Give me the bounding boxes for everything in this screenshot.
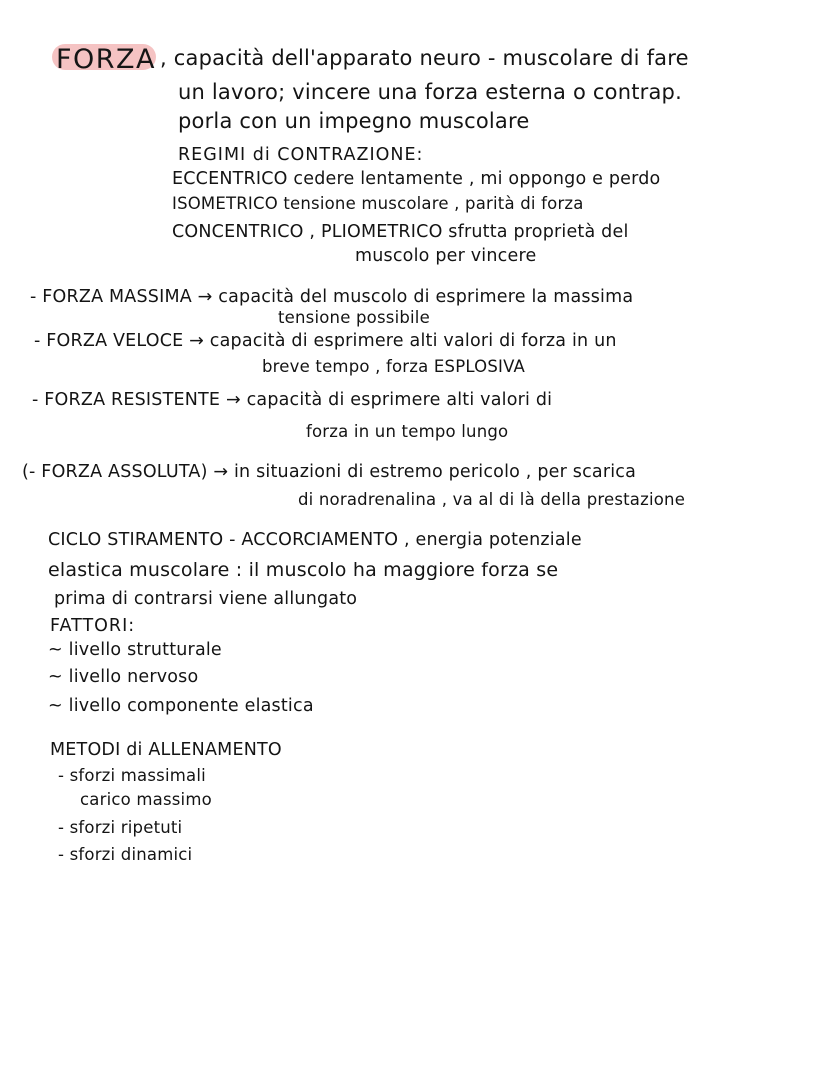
forza-assoluta-cont: di noradrenalina , va al di là della prestazione [298,490,686,509]
intro-line-2: un lavoro; vincere una forza esterna o contrap. [178,80,682,104]
regime-isometrico: ISOMETRICO tensione muscolare , parità di forza [172,194,584,213]
metodo-item: - sforzi dinamici [58,845,193,864]
forza-massima-cont: tensione possibile [278,308,430,327]
metodo-item: - sforzi ripetuti [58,818,183,837]
metodo-subitem: carico massimo [80,790,212,809]
ciclo-line-3: prima di contrarsi viene allungato [54,589,358,609]
regime-concentrico: CONCENTRICO , PLIOMETRICO sfrutta proprietà del [172,222,629,242]
page-title: FORZA [56,44,157,75]
fattori-heading: FATTORI: [50,616,136,636]
intro-line-1: , capacità dell'apparato neuro - muscolare di fare [160,46,689,70]
fattore-item: ~ livello strutturale [48,640,222,660]
metodi-heading: METODI di ALLENAMENTO [50,740,282,760]
regime-eccentrico: ECCENTRICO cedere lentamente , mi oppongo e perdo [172,169,661,189]
ciclo-line-2: elastica muscolare : il muscolo ha maggiore forza se [48,559,559,581]
forza-resistente-cont: forza in un tempo lungo [306,422,509,441]
forza-assoluta: (- FORZA ASSOLUTA) → in situazioni di estremo pericolo , per scarica [22,462,637,482]
forza-resistente: - FORZA RESISTENTE → capacità di esprimere alti valori di [32,390,553,410]
ciclo-line-1: CICLO STIRAMENTO - ACCORCIAMENTO , energia potenziale [48,530,582,550]
metodo-item: - sforzi massimali [58,766,206,785]
intro-line-3: porla con un impegno muscolare [178,109,530,133]
regimi-heading: REGIMI di CONTRAZIONE: [178,145,424,165]
forza-veloce: - FORZA VELOCE → capacità di esprimere alti valori di forza in un [34,331,617,351]
forza-veloce-cont: breve tempo , forza ESPLOSIVA [262,357,526,376]
forza-massima: - FORZA MASSIMA → capacità del muscolo di esprimere la massima [30,287,634,307]
fattore-item: ~ livello nervoso [48,667,199,687]
regime-concentrico-cont: muscolo per vincere [355,246,537,266]
fattore-item: ~ livello componente elastica [48,696,314,716]
